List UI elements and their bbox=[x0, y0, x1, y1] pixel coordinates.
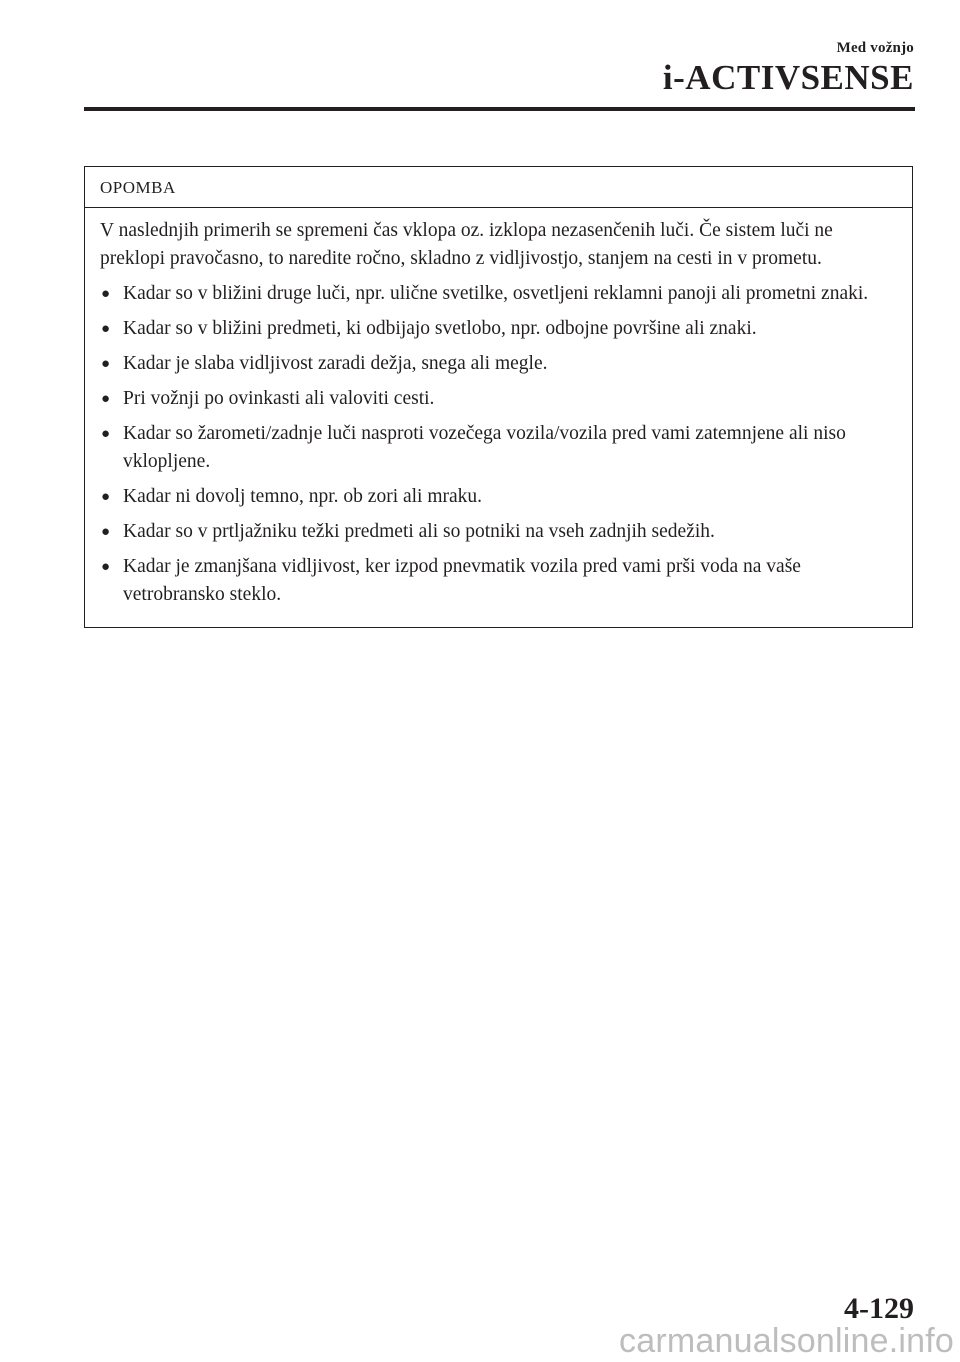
note-heading: OPOMBA bbox=[85, 167, 912, 208]
page-number: 4-129 bbox=[844, 1292, 914, 1325]
list-item-text: Kadar ni dovolj temno, npr. ob zori ali mraku. bbox=[123, 486, 483, 507]
bullet-icon: ● bbox=[101, 286, 111, 302]
bullet-icon: ● bbox=[101, 426, 111, 442]
list-item-text: Kadar je zmanjšana vidljivost, ker izpod pnevmatik vozila pred vami prši voda na vaše vetrobransko steklo. bbox=[123, 556, 801, 605]
list-item bbox=[100, 280, 892, 308]
bullet-icon: ● bbox=[101, 524, 111, 540]
list-item-text: Kadar so v bližini predmeti, ki odbijajo svetlobo, npr. odbojne površine ali znaki. bbox=[123, 318, 757, 339]
page-title: i-ACTIVSENSE bbox=[662, 58, 914, 97]
note-body bbox=[85, 208, 912, 627]
bullet-icon: ● bbox=[101, 321, 111, 337]
list-item bbox=[100, 518, 892, 546]
list-item-text: Kadar so žarometi/zadnje luči nasproti vozečega vozila/vozila pred vami zatemnjene ali niso vklopljene. bbox=[123, 423, 846, 472]
list-item bbox=[100, 483, 892, 511]
list-item bbox=[100, 350, 892, 378]
note-intro: V naslednjih primerih se spremeni čas vklopa oz. izklopa nezasenčenih luči. Če sistem luči ne preklopi pravočasno, to naredite ročno, skladno z vidljivostjo, stanjem na cesti in v prometu. bbox=[100, 220, 833, 269]
list-item-text: Kadar so v bližini druge luči, npr. ulične svetilke, osvetljeni reklamni panoji ali prometni znaki. bbox=[123, 283, 869, 304]
list-item-text: Kadar je slaba vidljivost zaradi dežja, snega ali megle. bbox=[123, 353, 548, 374]
list-item bbox=[100, 385, 892, 413]
section-label: Med vožnjo bbox=[836, 40, 914, 56]
header-divider bbox=[84, 107, 915, 111]
list-item bbox=[100, 420, 892, 476]
watermark: carmanualsonline.info bbox=[619, 1322, 954, 1360]
list-item bbox=[100, 553, 892, 609]
bullet-list bbox=[100, 280, 892, 609]
list-item-text: Pri vožnji po ovinkasti ali valoviti cesti. bbox=[123, 388, 435, 409]
bullet-icon: ● bbox=[101, 559, 111, 575]
note-box bbox=[84, 166, 913, 628]
bullet-icon: ● bbox=[101, 391, 111, 407]
list-item bbox=[100, 315, 892, 343]
list-item-text: Kadar so v prtljažniku težki predmeti ali so potniki na vseh zadnjih sedežih. bbox=[123, 521, 715, 542]
bullet-icon: ● bbox=[101, 356, 111, 372]
bullet-icon: ● bbox=[101, 489, 111, 505]
